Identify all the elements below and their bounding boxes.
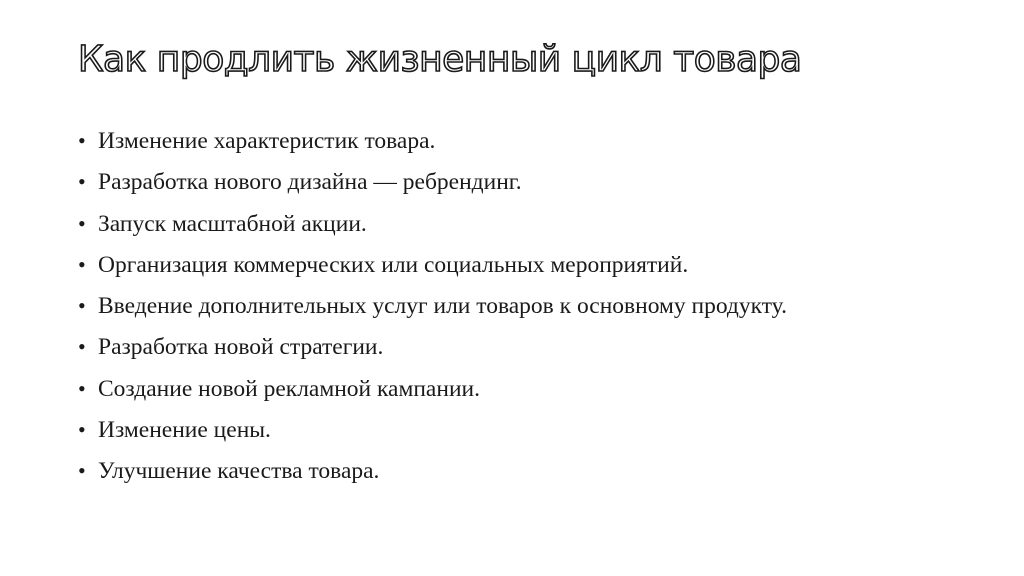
bullet-icon: •	[78, 293, 86, 319]
list-item-text: Изменение цены.	[98, 417, 271, 444]
bullet-icon: •	[78, 375, 86, 401]
slide-title: Как продлить жизненный цикл товара	[78, 39, 802, 80]
bullet-list	[78, 122, 787, 494]
list-item	[78, 205, 787, 246]
bullet-icon: •	[78, 458, 86, 484]
list-item-text: Запуск масштабной акции.	[98, 210, 367, 237]
bullet-icon: •	[78, 128, 86, 153]
bullet-icon: •	[78, 251, 86, 277]
list-item-text: Изменение характеристик товара.	[98, 128, 436, 154]
bullet-icon: •	[78, 334, 86, 360]
list-item	[78, 246, 787, 287]
bullet-icon: •	[78, 210, 86, 236]
list-item-text: Введение дополнительных услуг или товаров к основному продукту.	[98, 293, 787, 320]
list-item	[78, 122, 787, 163]
bullet-icon: •	[78, 169, 86, 195]
list-item	[78, 163, 787, 204]
list-item	[78, 287, 787, 328]
list-item	[78, 452, 787, 493]
list-item	[78, 370, 787, 411]
list-item-text: Создание новой рекламной кампании.	[98, 375, 480, 402]
list-item	[78, 328, 787, 369]
list-item	[78, 411, 787, 452]
bullet-icon: •	[78, 417, 86, 443]
list-item-text: Разработка новой стратегии.	[98, 334, 384, 361]
list-item-text: Организация коммерческих или социальных мероприятий.	[98, 251, 689, 278]
list-item-text: Разработка нового дизайна — ребрендинг.	[98, 169, 522, 196]
list-item-text: Улучшение качества товара.	[98, 458, 380, 485]
